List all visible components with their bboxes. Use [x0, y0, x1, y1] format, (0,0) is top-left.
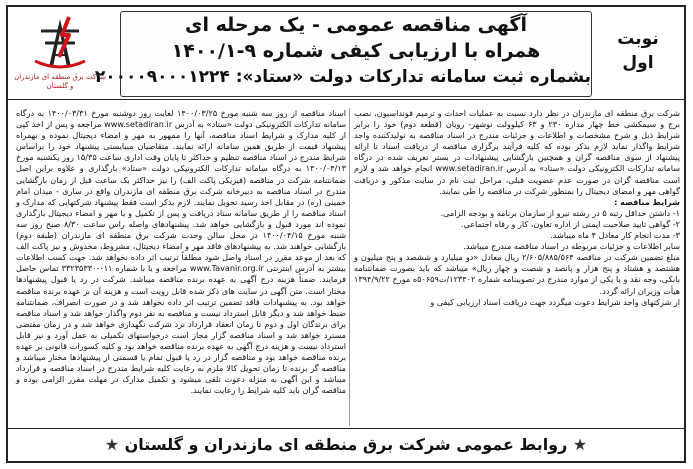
tender-title: آگهی مناقصه عمومی - یک مرحله ای	[185, 14, 527, 36]
documents-paragraph: اسناد مناقصه از روز سه شنبه مورخ ۱۴۰۰/۰۳/۲۵ لغایت روز دوشنبه مورخ ۱۴۰۰/۰۳/۳۱ به درگاه سامانه تدارکات الکترونیکی دولت «ستاد» به آدرس www.setadiran.ir مراجعه و پس از اخذ کپی از کلیه مدارک و شرایط اسناد مناقصه، آنها را ممهور به مهر و امضاء دیجیتال نموده و بهمراه پیشنهاد قیمت از طریق همین سامانه ارائه نمایند. متقاضیان میبایستی پیشنهاد خود را براساس شرایط مندرج در اسناد مناقصه تنظیم و حداکثر تا پایان وقت اداری ساعت ۱۵/۳۵ روز یکشنبه مورخ ۱۴۰۰/۰۴/۱۳ به درگاه سامانه تدارکات الکترونیکی دولت «ستاد» بارگذاری و علاوه براین اصل ضمانتنامه شرکت در مناقصه (فیزیکی پاکت الف) را نیز حداکثر یک ساعت قبل از زمان بازگشایی مندرج در اسناد مناقصه به دبیرخانه شرکت برق منطقه ای مازندران واقع در ساری - میدان امام خمینی (ره) در مقابل اخذ رسید تحویل نمایند. لازم بذکر است فقط پیشنهاد شرکتهایی که مدارک و اسناد مناقصه را از طریق سامانه ستاد دریافت و پس از تکمیل و با مهر و امضاء دیجیتال بارگذاری نموده اند مورد قبول و بازگشایی خواهد شد. پیشنهادهای واصله راس ساعت ۸/۳۰ صبح روز سه شنبه مورخ ۱۴۰۰/۰۴/۱۵ در محل سالن وحدت شرکت برق منطقه ای مازندران (طبقه دوم) بازگشایی خواهند شد. به پیشنهادهای فاقد مهر و امضاء دیجیتال، مشروط، مخدوش و نیز پاکت الف که بعد از موعد مقرر در اسناد واصل شود مطلقاً ترتیب اثر داده نخواهد شد. جهت کسب اطلاعات بیشتر به آدرس اینترنتی www.Tavanir.org.ir مراجعه و یا با شماره ۰۱۱-۳۳۲۳۵۳۳۰ تماس حاصل فرمایند. ضمناً هزینه درج آگهی به عهده برنده مناقصه میباشد. شرکت در رد یا قبول پیشنهادها مختار است. متن آگهی در سایت های ذکر شده قابل رویت است و هزینه آن بر عهده برنده مناقصه خواهد بود. به پیشنهادات فاقد تضمین ترتیب اثر داده نخواهد شد و در صورت انصراف، ضمانتنامه ضبط خواهد شد و دیگر قابل استرداد نیست و مناقصه به نفر دوم واگذار خواهد شد و اسناد مناقصه برای برندگان اول و دوم تا زمان انعقاد قرارداد نزد شرکت نگهداری خواهد شد و در زمان مقتضی مسترد خواهد شد و اسناد مناقصه گزار مجاز است درخواستهای تکمیلی به عمل آورد و نیز قابل استرداد نیست و هزینه درج آگهی به عهده برنده مناقصه خواهد بود و کلیه کسورات قانونی بر عهده برنده مناقصه خواهد بود و مناقصه گزار در رد یا قبول تمام یا قسمتی از پیشنهادها مختار میباشد و مناقصه گر برنده تا زمان تحویل کالا ملزم به رعایت کلیه شرایط مندرج در اسناد مناقصه و قرارداد میباشد و این آگهی به منزله دعوت تلقی میشود و تکمیل مدارک در مهلت مقرر الزامی بوده و مناقصه گران باید کلیه شرایط را رعایت نمایند.	[16, 108, 347, 396]
tender-number: همراه با ارزیابی کیفی شماره ۹-۱۴۰۰/۱	[171, 40, 541, 62]
ad-footer	[8, 428, 684, 461]
conditions-title: شرایط مناقصه :	[614, 196, 680, 207]
intro-paragraph: شرکت برق منطقه ای مازندران در نظر دارد نسبت به عملیات احداث و ترمیم فونداسیون، نصب برج و سیمکشی خط چهار مداره ۲۳۰ و ۶۳ کیلوولت نوشهر- رویان (قطعه دوم) خود را برابر شرایط ذیل و شرح مشخصات و اطلاعات و جزئیات مندرج در اسناد مناقصه به تولیدکننده واجد شرایط واگذار نماید لازم بذکر بوده که کلیه فرآیند برگزاری مناقصه از دریافت اسناد تا ارائه پیشنهاد از سوی مناقصه گران و همچنین بازگشایی پیشنهادات در بستر تعریف شده در درگاه سامانه تدارکات الکترونیکی دولت «ستاد» به آدرس www.setadiran.ir انجام خواهد شد و لازم است مناقصه گران در صورت عدم عضویت قبلی، مراحل ثبت نام در سایت مذکور و دریافت گواهی مهر و امضای دیجیتال را بمنظور شرکت در مناقصه را طی نمایند.	[354, 108, 680, 196]
ad-header	[8, 7, 684, 100]
condition-item: ۱- داشتن حداقل رتبه ۵ در رشته نیرو از سازمان برنامه و بودجه الزامی.	[440, 207, 680, 218]
column-divider	[349, 108, 350, 426]
star-icon: ★	[572, 435, 588, 454]
right-column	[354, 108, 680, 308]
condition-item: ۳- مدت انجام کار معادل ۴ ماه میباشد.	[550, 230, 680, 241]
condition-item: ۲- گواهی تایید صلاحیت ایمنی از اداره تعاون، کار و رفاه اجتماعی.	[460, 218, 680, 229]
star-icon: ★	[104, 435, 120, 454]
title-box	[94, 11, 592, 97]
condition-item: سایر اطلاعات و جزئیات مربوطه در اسناد مناقصه مندرج میباشد.	[463, 241, 680, 252]
left-column	[16, 108, 346, 396]
company-logo	[14, 13, 106, 93]
round-value: اول	[622, 53, 654, 73]
power-tower-logo-icon	[29, 13, 91, 71]
public-relations-signature: روابط عمومی شرکت برق منطقه ای مازندران و گلستان	[124, 435, 568, 454]
ad-body	[8, 100, 684, 430]
guarantee-paragraph: مبلغ تضمین شرکت در مناقصه ۲/۶۰۵/۸۸۵/۵۶۴ ریال معادل «دو میلیارد و ششصد و پنج میلیون و هشتصد و هشتاد و پنج هزار و پانصد و شصت و چهار ریال» میباشد که باید بصورت ضمانتنامه بانکی، وجه نقد و یا یکی از موارد مندرج در تصویبنامه شماره ۱۲۳۴۰۲/ت۵۰۶۵۹ه مورخ ۱۳۹۴/۹/۲۲ هیأت وزیران ارائه گردد.	[354, 252, 680, 296]
logo-caption: شرکت برق منطقه ای مازندران و گلستان	[14, 73, 106, 90]
tender-advertisement	[6, 5, 686, 463]
round-label: نوبت	[617, 29, 659, 49]
setad-registration-number: بشماره ثبت سامانه تدارکات دولت «ستاد»: ۲۰۰۰۰۹۰۰۰۱۲۲۴	[94, 67, 591, 87]
invitation-paragraph: از شرکتهای واجد شرایط دعوت میگردد جهت دریافت اسناد ارزیابی کیفی و	[430, 296, 680, 307]
round-indicator	[598, 27, 678, 83]
